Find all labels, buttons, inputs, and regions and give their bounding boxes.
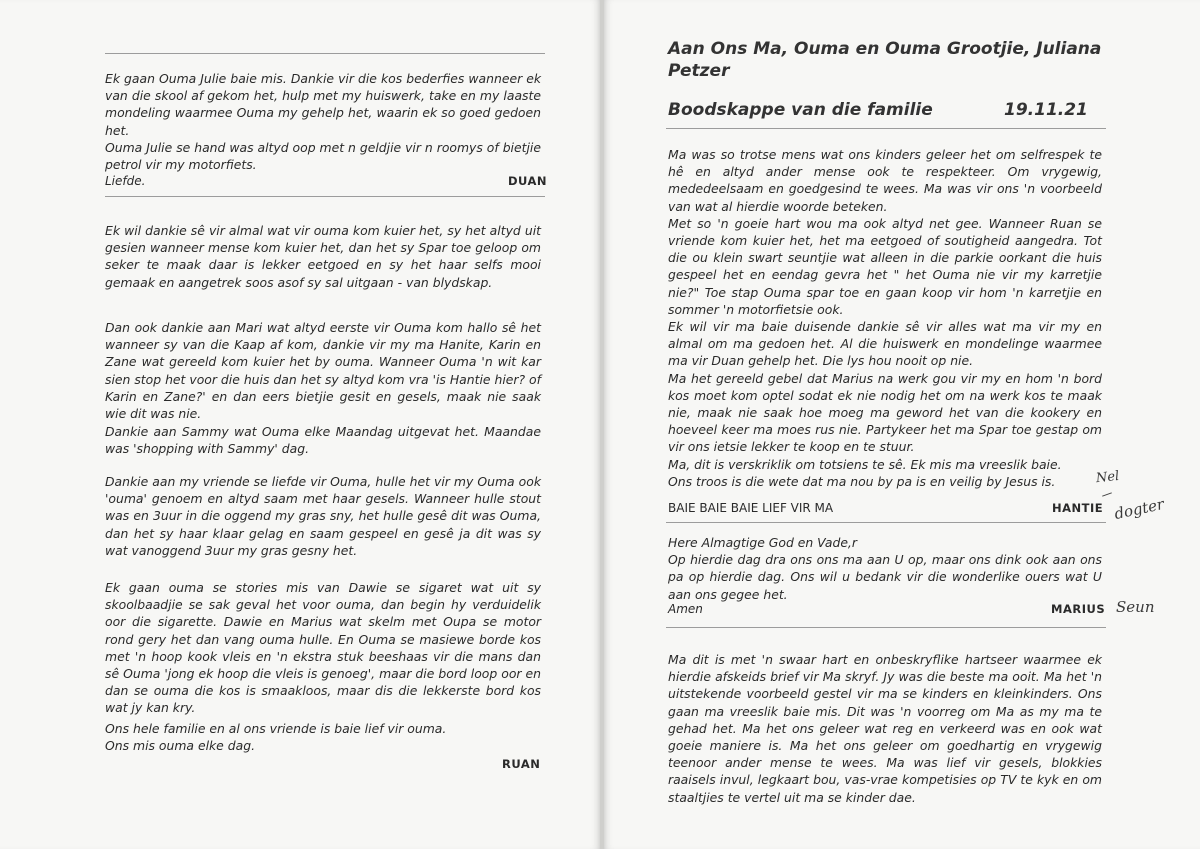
duan-message: Ek gaan Ouma Julie baie mis. Dankie vir die kos bederfies wanneer ek van die skool af gekom het, hulp met my huiswerk, take en my laaste mondeling waarmee Ouma my gehelp het, waarin ek so goed gedoen het. Ouma Julie se hand was altyd oop met n geldjie vir n roomys of bietjie petrol vir my motorfiets. <box>105 71 541 173</box>
divider <box>105 196 545 197</box>
document-date: 19.11.21 <box>1004 100 1088 120</box>
marius-prayer: Here Almagtige God en Vade,r Op hierdie dag dra ons ons ma aan U op, maar ons dink ook aan ons pa op hierdie dag. Ons wil u bedank vir die wonderlike ouers wat U aan ons gegee het. <box>668 535 1102 602</box>
ruan-paragraph-5: Ek gaan ouma se stories mis van Dawie se sigaret wat uit sy skoolbaadjie se sak geval het voor ouma, dan begin hy verduidelik oor die sigarette. Dawie en Marius wat skelm met Oupa se motor rond gery het dan vang ouma hulle. En Ouma se masiewe borde kos met 'n hoop kook vleis en 'n ekstra stuk beeshaas vir die mans dan sê Ouma 'jong ek hoop die vleis is genoeg', maar die bord loop oor en dan se ouma die kos is smaakloos, maar dis die lekkerste bord kos wat jy kan kry. <box>105 580 541 716</box>
right-page <box>604 0 1200 849</box>
ruan-paragraph-6: Ons hele familie en al ons vriende is baie lief vir ouma. Ons mis ouma elke dag. <box>105 721 447 754</box>
handwritten-seun: Seun <box>1116 598 1155 616</box>
handwritten-dash <box>1102 492 1112 496</box>
final-message: Ma dit is met 'n swaar hart en onbeskryflike hartseer waarmee ek hierdie afskeids brief vir Ma skryf. Jy was die beste ma ooit. Ma het 'n uitstekende voorbeeld gestel vir ma se kinders en kleinkinders. Ons gaan ma vreeslik baie mis. Dit was 'n voorreg om Ma as my ma te gehad het. Ma het ons geleer wat reg en verkeerd was en ook wat goeie maniere is. Ma het ons geleer om goedhartig en vrygewig teenoor ander mense te wees. Ma was lief vir gesels, blokkies raaisels invul, legkaart bou, vas-vrae kompetisies op TV te kyk en om staaltjies te vertel uit ma se kinder dae. <box>668 652 1102 805</box>
ruan-paragraph-4: Dankie aan my vriende se liefde vir Ouma, hulle het vir my Ouma ook 'ouma' genoem en altyd saam met haar gesels. Wanneer hulle stout was en 3uur in die oggend my gras sny, het hulle gesê dit was Ouma, dan het sy haar klaar gelag en saam gespeel en gesê ja dit was sy wat vanoggend 3uur my gras gesny het. <box>105 474 541 558</box>
ruan-paragraph-1: Ek wil dankie sê vir almal wat vir ouma kom kuier het, sy het altyd uit gesien wanneer mense kom kuier het, dan het sy Spar toe geloop om seker te maak daar is lekker eetgoed en sy het haar selfs mooi gemaak en aangetrek soos asof sy sal uitgaan - van blydskap. <box>105 223 541 290</box>
handwritten-dogter: dogter <box>1112 494 1166 524</box>
duan-signature: DUAN <box>508 174 548 188</box>
marius-signature: MARIUS <box>1051 602 1106 616</box>
handwritten-nel: Nel <box>1095 468 1120 487</box>
duan-closing: Liefde. <box>105 174 146 188</box>
hantie-signature: HANTIE <box>1052 501 1104 515</box>
hantie-message: Ma was so trotse mens wat ons kinders geleer het om selfrespek te hê en altyd ander mense ook te respekteer. Om vrygewig, mededeelsaam en goedgesind te wees. Ma was vir ons 'n voorbeeld van wat al hierdie woorde beteken. Met so 'n goeie hart wou ma ook altyd net gee. Wanneer Ruan se vriende kom kuier het, het ma eetgoed of soutigheid aangedra. Tot die ou klein swart seuntjie wat alleen in die parkie oorkant die huis gespeel het en eendag gevra het " het Ouma nie vir my karretjie nie?" Toe stap Ouma spar toe en gaan koop vir hom 'n karretjie en sommer 'n motorfietsie ook. Ek wil vir ma baie duisende dankie sê vir alles wat ma vir my en almal om ma gedoen het. Al die huiswerk en mondelinge waarmee ma vir Duan gehelp het. Die lys hou nooit op nie. Ma het gereeld gebel dat Marius na werk gou vir my en hom 'n bord kos moet kom optel sodat ek nie nodig het om na werk kos te maak nie, maak nie saak hoe moeg ma geword het van die kookery en hoeveel keer ma moes rus nie. Partykeer het ma Spar toe gestap om vir ons ietsie lekker te koop en te stuur. Ma, dit is verskriklik om totsiens te sê. Ek mis ma vreeslik baie. Ons troos is die wete dat ma nou by pa is en veilig by Jesus is. <box>668 147 1102 489</box>
divider <box>666 522 1106 523</box>
marius-amen: Amen <box>668 602 703 616</box>
hantie-closing: BAIE BAIE BAIE LIEF VIR MA <box>668 501 834 515</box>
ruan-paragraph-2: Dan ook dankie aan Mari wat altyd eerste vir Ouma kom hallo sê het wanneer sy van die Kaap af kom, dankie vir my ma Hanite, Karin en Zane wat gereeld kom kuier het by ouma. Wanneer Ouma 'n wit kar sien stop het voor die huis dan het sy altyd kom vra 'is Hantie hier? of Karin en Zane?' en dan eers bietjie gesit en gesels, maak nie saak wie dit was nie. <box>105 320 541 422</box>
ruan-signature: RUAN <box>502 757 541 771</box>
document-title: Aan Ons Ma, Ouma en Ouma Grootjie, Juliana Petzer <box>668 39 1102 81</box>
divider <box>666 627 1106 628</box>
divider <box>105 53 545 54</box>
document-subtitle: Boodskappe van die familie <box>668 100 933 120</box>
divider <box>666 128 1106 129</box>
ruan-paragraph-3: Dankie aan Sammy wat Ouma elke Maandag uitgevat het. Maandae was 'shopping with Sammy' dag. <box>105 424 541 457</box>
